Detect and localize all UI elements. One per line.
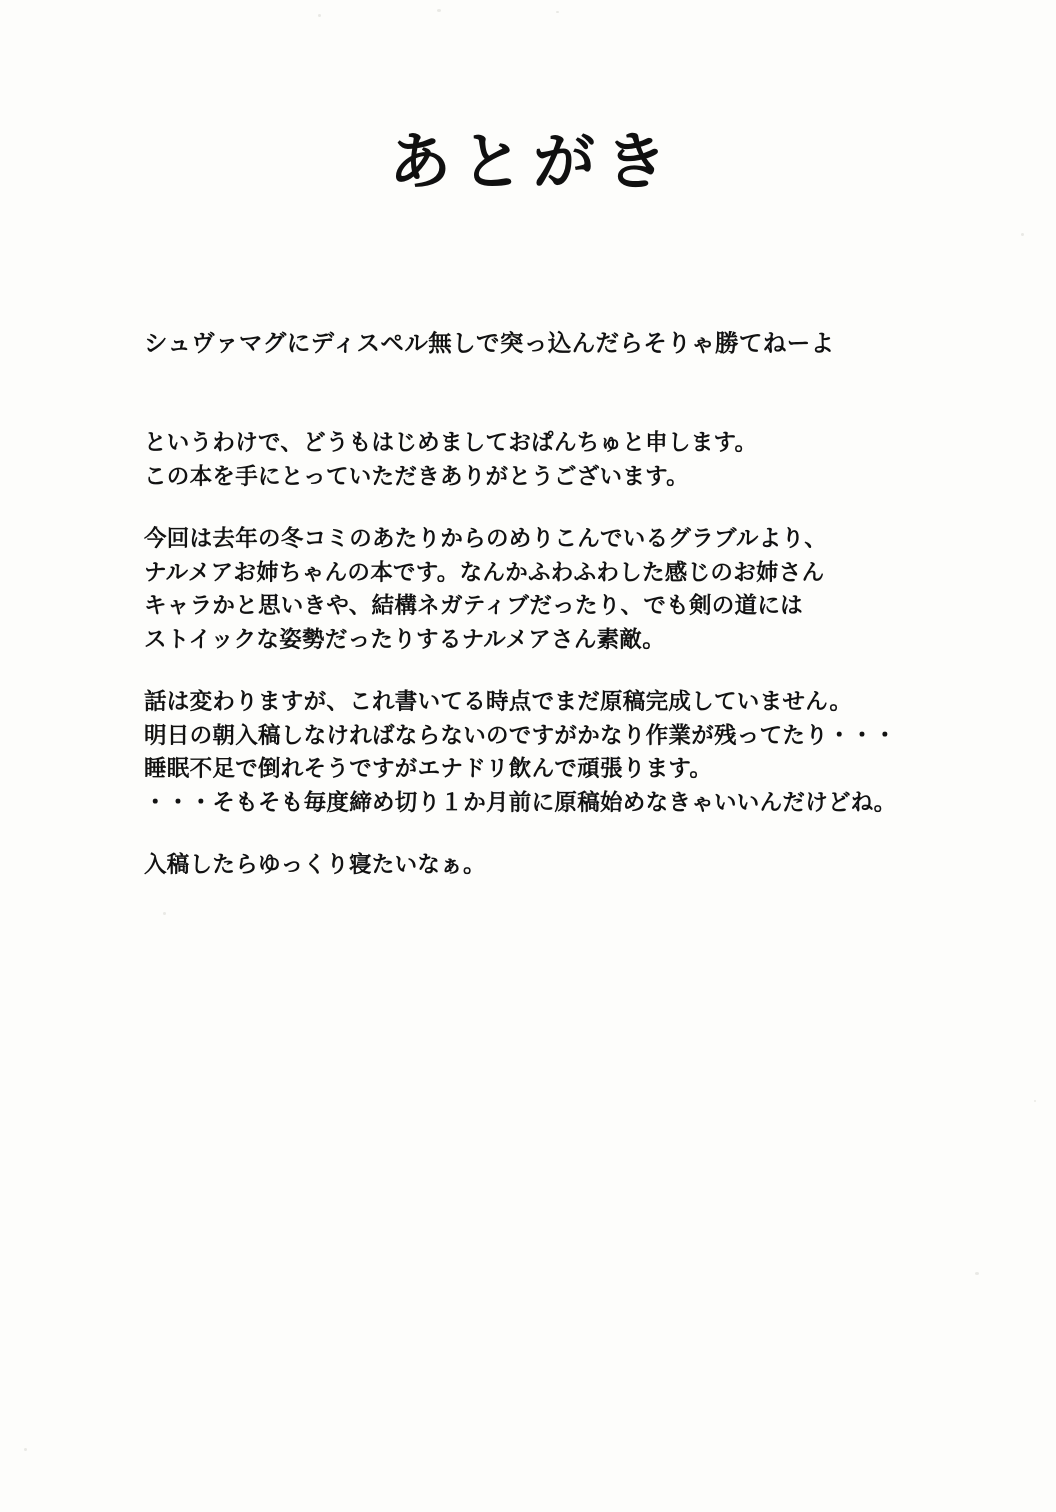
paper-speck <box>318 14 321 17</box>
paper-speck <box>1034 1100 1036 1102</box>
paragraph-line: ナルメアお姉ちゃんの本です。なんかふわふわした感じのお姉さん <box>144 559 825 586</box>
page-title: あとがき <box>388 125 677 198</box>
afterword-body <box>144 326 974 883</box>
lead-line: シュヴァマグにディスペル無しで突っ込んだらそりゃ勝てねーよ <box>144 329 835 357</box>
paragraph-line: 入稿したらゆっくり寝たいなぁ。 <box>144 851 486 878</box>
paragraph-line: キャラかと思いきや、結構ネガティブだったり、でも剣の道には <box>144 593 803 620</box>
paper-speck <box>975 1272 979 1275</box>
paragraph-line: この本を手にとっていただきありがとうございます。 <box>144 464 689 490</box>
paragraph-line: 今回は去年の冬コミのあたりからのめりこんでいるグラブルより、 <box>144 525 828 552</box>
paragraph-1 <box>144 427 974 495</box>
paragraph-line: 明日の朝入稿しなければならないのですがかなり作業が残ってたり・・・ <box>144 722 897 749</box>
paragraph-line: 睡眠不足で倒れそうですがエナドリ飲んで頑張ります。 <box>144 756 713 783</box>
paragraph-4 <box>144 849 974 883</box>
paragraph-line: というわけで、どうもはじめましておぱんちゅと申します。 <box>144 430 758 457</box>
paragraph-3 <box>144 686 974 821</box>
paragraph-line: ・・・そもそも毎度締め切り１か月前に原稿始めなきゃいいんだけどね。 <box>144 790 897 816</box>
paragraph-line: 話は変わりますが、これ書いてる時点でまだ原稿完成していません。 <box>144 688 853 715</box>
paragraph-2 <box>144 523 974 658</box>
paper-speck <box>556 11 559 13</box>
paper-speck <box>437 9 441 12</box>
paper-speck <box>1021 233 1024 236</box>
paper-speck <box>24 1448 27 1451</box>
paper-speck <box>163 912 166 915</box>
paragraph-line: ストイックな姿勢だったりするナルメアさん素敵。 <box>144 627 666 653</box>
